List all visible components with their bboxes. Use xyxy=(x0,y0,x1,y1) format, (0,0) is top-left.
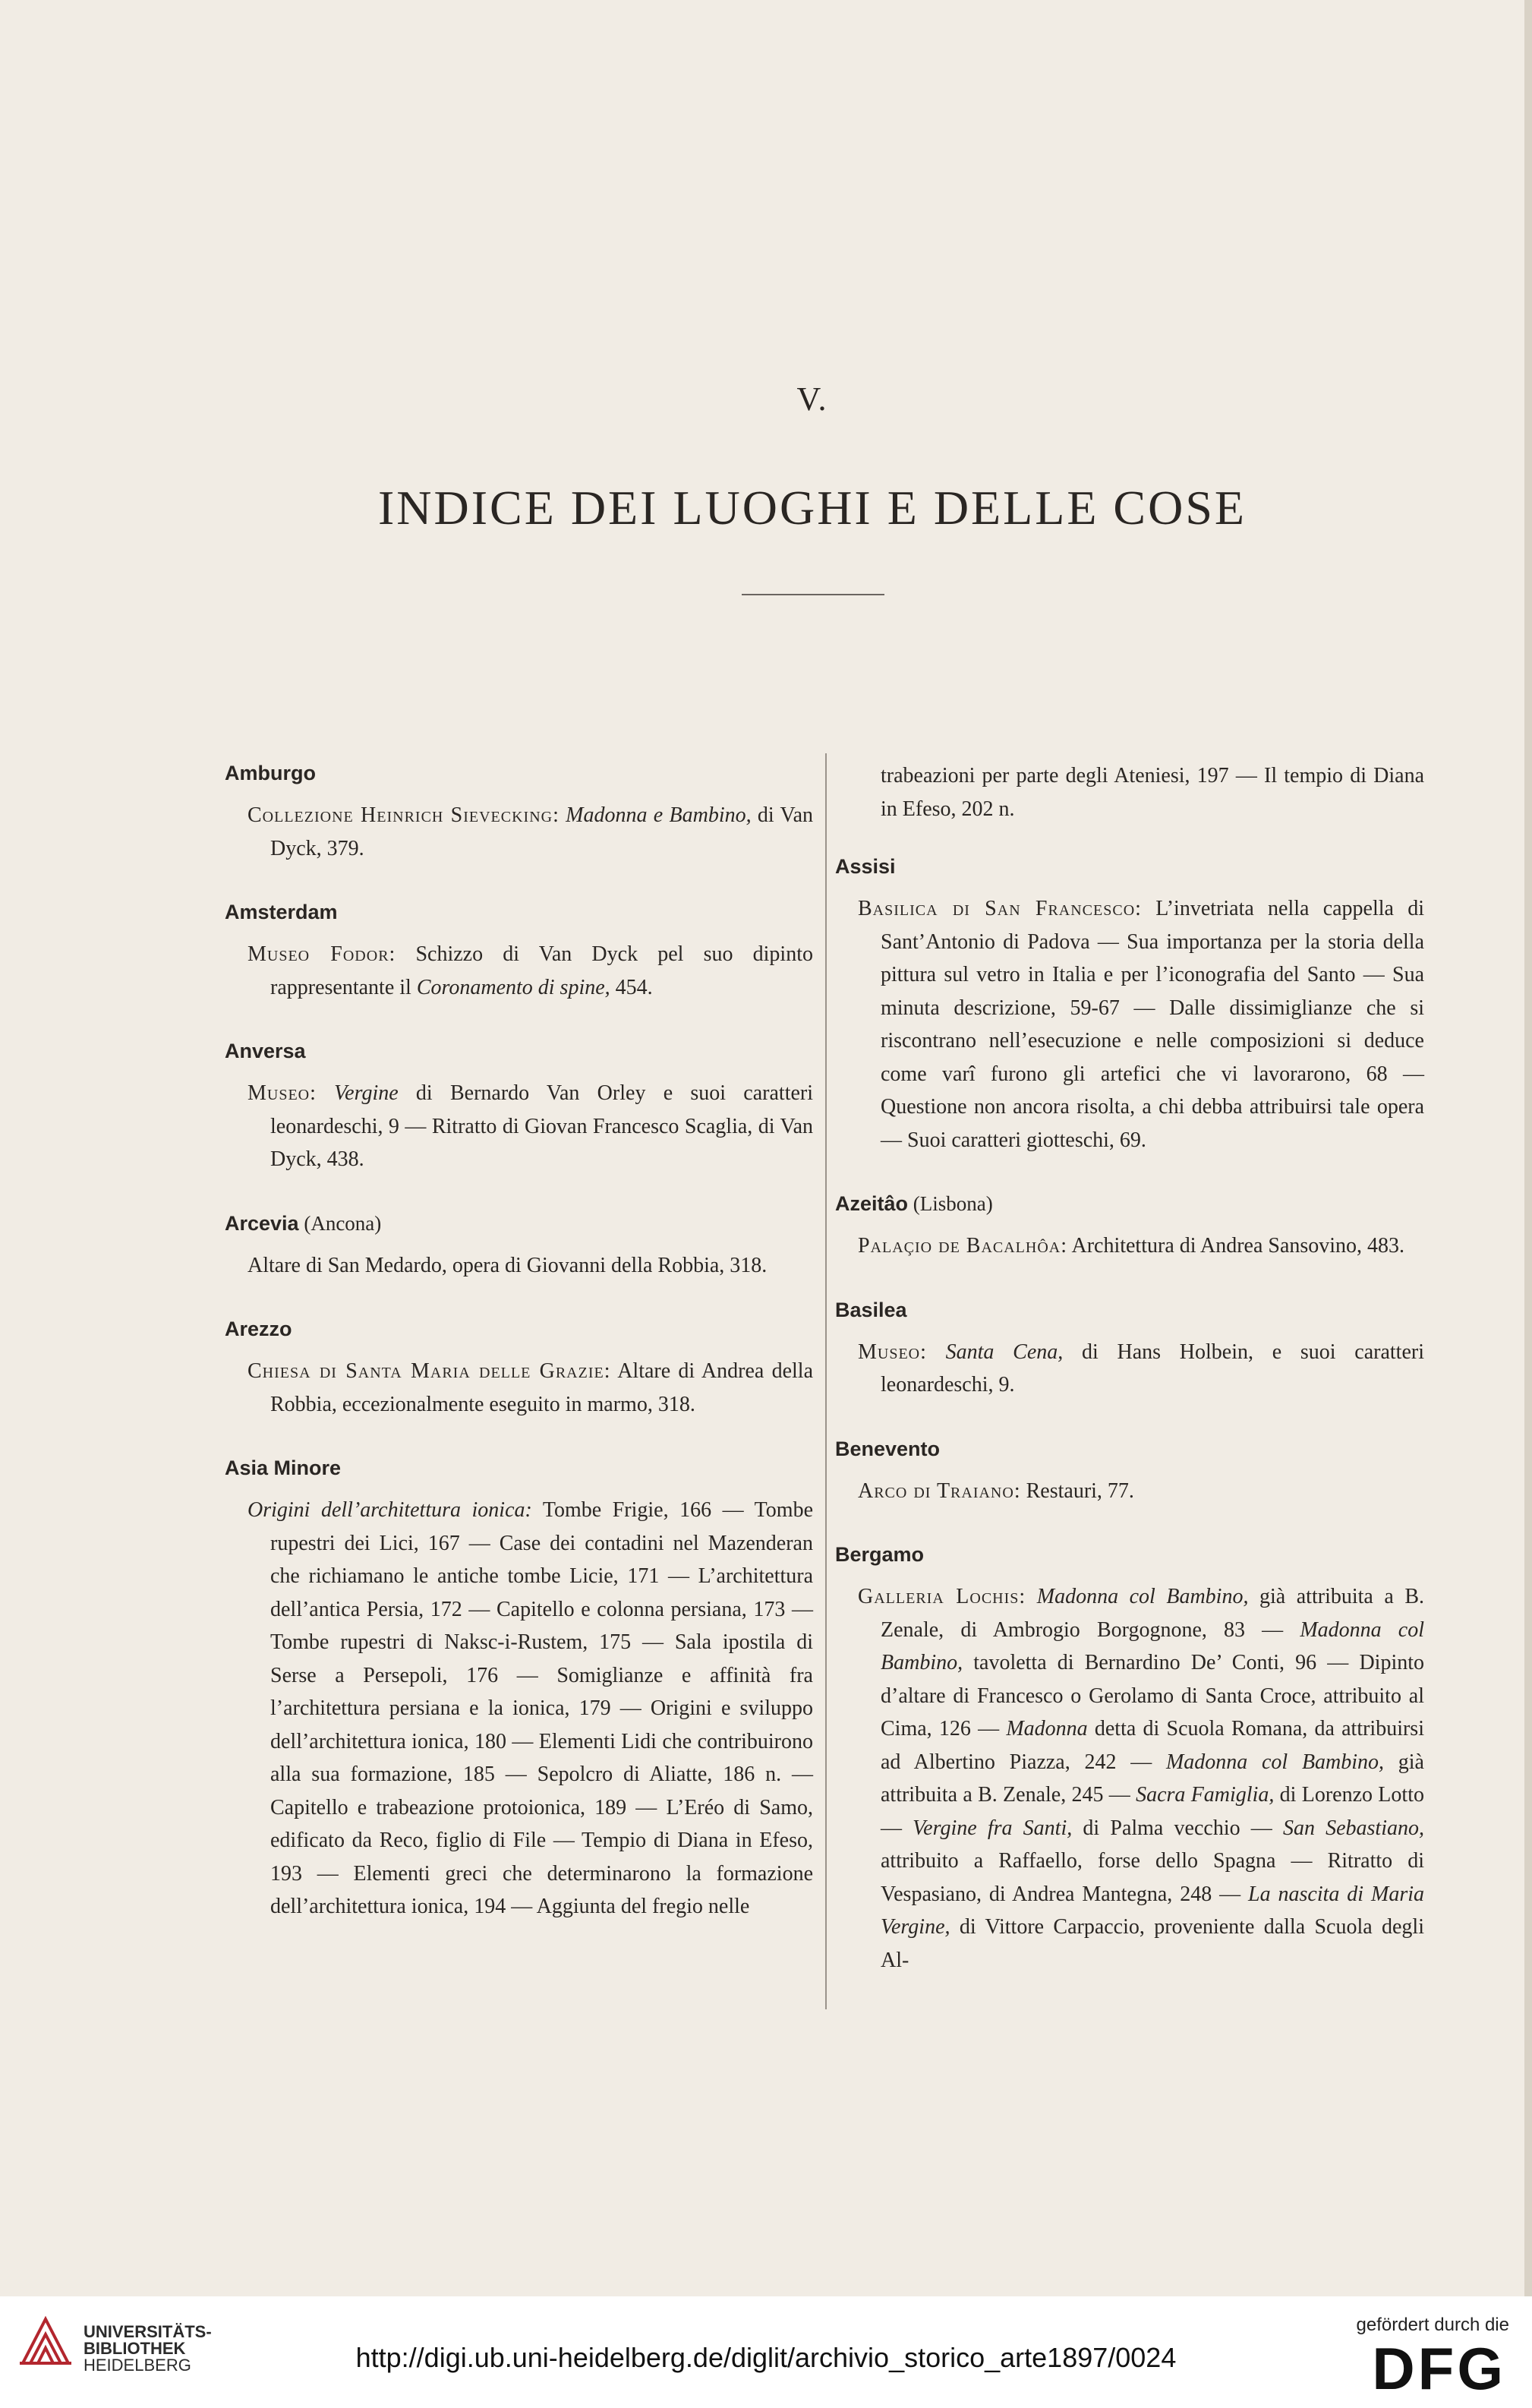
index-entry xyxy=(835,1541,1424,1977)
index-entry xyxy=(835,1296,1424,1402)
column-divider xyxy=(825,753,827,2009)
place-name: Amburgo xyxy=(225,762,316,784)
entry-heading xyxy=(225,1315,813,1343)
index-entry xyxy=(225,898,813,1004)
place-name: Arezzo xyxy=(225,1318,292,1340)
entry-heading xyxy=(835,853,1424,880)
place-name: Basilea xyxy=(835,1298,907,1321)
funding-caption: gefördert durch die xyxy=(1356,2315,1509,2335)
index-entry xyxy=(225,1454,813,1924)
index-entry xyxy=(225,759,813,865)
entry-heading xyxy=(835,1296,1424,1324)
entry-heading xyxy=(225,1454,813,1482)
entry-heading xyxy=(225,1210,813,1237)
entry-body: Basilica di San Francesco: L’invetriata nella cappella di Sant’Antonio di Padova — Sua importanza per la storia della pittura sul vetro in Italia e per l’iconografia del Santo — Sua minuta descrizione, 59-67 — Dalle dissimiglianze che si riscontrano nell’esecuzione e nelle composizioni si deduce come varî furono gli artefici che vi lavorarono, 68 — Questione non ancora risolta, a chi debba attribuirsi tale opera — Suoi caratteri giotteschi, 69. xyxy=(858,897,1425,1152)
place-name: Azeitâo xyxy=(835,1192,909,1215)
entry-body: Arco di Traiano: Restauri, 77. xyxy=(858,1479,1134,1503)
entry-heading xyxy=(225,1037,813,1065)
entry-body: Palaçio de Bacalhôa: Architettura di Andrea Sansovino, 483. xyxy=(858,1234,1405,1258)
left-column xyxy=(225,759,813,1957)
library-line-2: BIBLIOTHEK xyxy=(84,2339,186,2358)
entry-heading xyxy=(225,898,813,926)
entry-body: Museo Fodor: Schizzo di Van Dyck pel suo dipinto rappresentante il Coronamento di spine, 454. xyxy=(247,942,813,999)
index-entry xyxy=(835,759,1424,825)
place-name: Anversa xyxy=(225,1040,306,1062)
library-line-3: HEIDELBERG xyxy=(84,2356,191,2375)
footer-bar xyxy=(0,2296,1532,2408)
entry-body: Altare di San Medardo, opera di Giovanni della Robbia, 318. xyxy=(247,1253,768,1277)
source-url-link[interactable]: http://digi.ub.uni-heidelberg.de/diglit/archivio_storico_arte1897/0024 xyxy=(355,2342,1177,2373)
dfg-logo: DFG xyxy=(1372,2335,1506,2402)
title-divider xyxy=(742,594,884,595)
place-name: Benevento xyxy=(835,1437,941,1460)
index-entry xyxy=(835,853,1424,1157)
entry-body: Chiesa di Santa Maria delle Grazie: Altare di Andrea della Robbia, eccezionalmente eseguito in marmo, 318. xyxy=(247,1359,814,1416)
index-entry xyxy=(835,1435,1424,1508)
entry-body: Collezione Heinrich Sievecking: Madonna e Bambino, di Van Dyck, 379. xyxy=(247,803,814,860)
entry-heading xyxy=(835,1541,1424,1568)
place-region: (Lisbona) xyxy=(908,1192,993,1215)
entry-heading xyxy=(225,759,813,787)
place-name: Asia Minore xyxy=(225,1456,342,1479)
index-entry xyxy=(225,1037,813,1176)
place-region: (Ancona) xyxy=(298,1211,382,1235)
entry-heading xyxy=(835,1435,1424,1463)
place-name: Assisi xyxy=(835,855,896,878)
entry-body: Galleria Lochis: Madonna col Bambino, già attribuita a B. Zenale, di Ambrogio Borgognone, 83 — Madonna col Bambino, tavoletta di Bernardino De’ Conti, 96 — Dipinto d’altare di Francesco o Gerolamo di Santa Croce, attribuito al Cima, 126 — Madonna detta di Scuola Romana, da attribuirsi ad Albertino Piazza, 242 — Madonna col Bambino, già attribuita a B. Zenale, 245 — Sacra Famiglia, di Lorenzo Lotto — Vergine fra Santi, di Palma vecchio — San Sebastiano, attribuito a Raffaello, forse dello Spagna — Ritratto di Vespasiano, di Andrea Mantegna, 248 — La nascita di Maria Vergine, di Vittore Carpaccio, proveniente dalla Scuola degli Al- xyxy=(858,1585,1425,1972)
entry-body: Origini dell’architettura ionica: Tombe Frigie, 166 — Tombe rupestri dei Lici, 167 — Case dei contadini nel Mazenderan che richiamano le antiche tombe Licie, 171 — L’architettura dell’antica Persia, 172 — Capitello e colonna persiana, 173 — Tombe rupestri di Naksc-i-Rustem, 175 — Sala ipostila di Serse a Persepoli, 176 — Somiglianze e affinità fra l’architettura persiana e la ionica, 179 — Origini e sviluppo dell’architettura ionica, 180 — Elementi Lidi che contribuirono alla sua formazione, 185 — Sepolcro di Aliatte, 186 n. — Capitello e trabeazione protoionica, 189 — L’Eréo di Samo, edificato da Reco, figlio di File — Tempio di Diana in Efeso, 193 — Elementi greci che determinarono la formazione dell’architettura ionica, 194 — Aggiunta del fregio nelle xyxy=(247,1498,813,1918)
right-column xyxy=(835,759,1424,2010)
index-entry xyxy=(835,1190,1424,1263)
index-entry xyxy=(225,1210,813,1283)
entry-body: Museo: Santa Cena, di Hans Holbein, e suoi caratteri leonardeschi, 9. xyxy=(858,1340,1424,1397)
place-name: Amsterdam xyxy=(225,901,338,923)
section-number: V. xyxy=(796,380,828,418)
entry-body: Museo: Vergine di Bernardo Van Orley e suoi caratteri leonardeschi, 9 — Ritratto di Giovan Francesco Scaglia, di Van Dyck, 438. xyxy=(247,1081,813,1171)
page-title: INDICE DEI LUOGHI E DELLE COSE xyxy=(377,481,1247,535)
place-name: Bergamo xyxy=(835,1543,925,1566)
index-entry xyxy=(225,1315,813,1421)
place-name: Arcevia xyxy=(225,1211,299,1235)
entry-body: trabeazioni per parte degli Ateniesi, 197 — Il tempio di Diana in Efeso, 202 n. xyxy=(881,764,1424,821)
page-edge xyxy=(1524,0,1532,2296)
entry-heading xyxy=(835,1190,1424,1217)
library-line-1: UNIVERSITÄTS- xyxy=(84,2322,212,2341)
